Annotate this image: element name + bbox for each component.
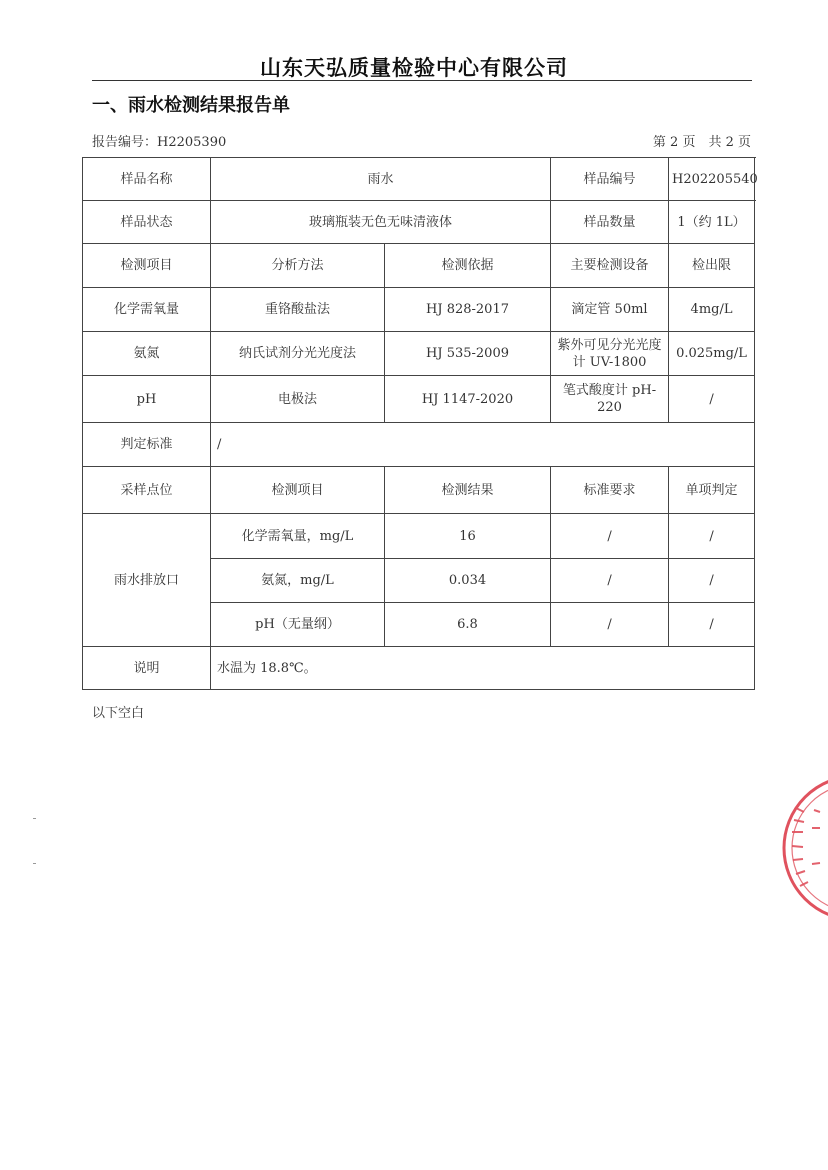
method-equipment: 笔式酸度计 pH-220 xyxy=(551,376,669,423)
result-value: 16 xyxy=(385,514,551,559)
scan-mark xyxy=(33,818,36,819)
col-header: 主要检测设备 xyxy=(551,244,669,288)
method-item: 氨氮 xyxy=(83,332,211,376)
method-name: 电极法 xyxy=(211,376,385,423)
seal-stamp-icon xyxy=(778,768,828,928)
method-basis: HJ 535-2009 xyxy=(385,332,551,376)
col-header: 检出限 xyxy=(669,244,755,288)
table-row xyxy=(83,201,755,244)
result-judgement: / xyxy=(669,559,755,603)
criteria-value: / xyxy=(211,423,755,467)
result-item: 化学需氧量，mg/L xyxy=(211,514,385,559)
col-header: 标准要求 xyxy=(551,467,669,514)
method-equipment: 滴定管 50ml xyxy=(551,288,669,332)
sample-state-label: 样品状态 xyxy=(83,201,211,244)
method-equipment: 紫外可见分光光度计 UV-1800 xyxy=(551,332,669,376)
result-standard: / xyxy=(551,603,669,647)
col-header: 检测项目 xyxy=(211,467,385,514)
section-title: 一、雨水检测结果报告单 xyxy=(92,95,290,116)
sample-qty-label: 样品数量 xyxy=(551,201,669,244)
result-value: 6.8 xyxy=(385,603,551,647)
report-table xyxy=(82,157,758,690)
col-header: 检测依据 xyxy=(385,244,551,288)
col-header: 检测项目 xyxy=(83,244,211,288)
note-value: 水温为 18.8℃。 xyxy=(211,647,755,690)
result-item: 氨氮，mg/L xyxy=(211,559,385,603)
method-basis: HJ 1147-2020 xyxy=(385,376,551,423)
sample-qty-value: 1（约 1L） xyxy=(669,201,755,244)
criteria-label: 判定标准 xyxy=(83,423,211,467)
method-basis: HJ 828-2017 xyxy=(385,288,551,332)
sampling-location: 雨水排放口 xyxy=(83,514,211,647)
result-judgement: / xyxy=(669,603,755,647)
sample-id-value: H202205540 xyxy=(669,158,755,201)
method-item: pH xyxy=(83,376,211,423)
page-info: 第 2 页 共 2 页 xyxy=(652,135,751,150)
criteria-row xyxy=(83,423,755,467)
sample-name-label: 样品名称 xyxy=(83,158,211,201)
result-judgement: / xyxy=(669,514,755,559)
method-name: 纳氏试剂分光光度法 xyxy=(211,332,385,376)
col-header: 采样点位 xyxy=(83,467,211,514)
result-value: 0.034 xyxy=(385,559,551,603)
method-limit: / xyxy=(669,376,755,423)
report-number: 报告编号：H2205390 xyxy=(92,135,227,150)
result-standard: / xyxy=(551,559,669,603)
sample-id-label: 样品编号 xyxy=(551,158,669,201)
col-header: 单项判定 xyxy=(669,467,755,514)
table-row xyxy=(83,332,755,376)
footer-note: 以下空白 xyxy=(92,706,145,721)
sample-name-value: 雨水 xyxy=(211,158,551,201)
col-header: 分析方法 xyxy=(211,244,385,288)
note-label: 说明 xyxy=(83,647,211,690)
result-standard: / xyxy=(551,514,669,559)
methods-header-row xyxy=(83,244,755,288)
table-row xyxy=(83,376,755,423)
col-header: 检测结果 xyxy=(385,467,551,514)
method-limit: 0.025mg/L xyxy=(669,332,755,376)
result-item: pH（无量纲） xyxy=(211,603,385,647)
method-item: 化学需氧量 xyxy=(83,288,211,332)
table-row xyxy=(83,158,755,201)
table-row xyxy=(83,288,755,332)
results-header-row xyxy=(83,467,755,514)
sample-state-value: 玻璃瓶装无色无味清液体 xyxy=(211,201,551,244)
note-row xyxy=(83,647,755,690)
company-name: 山东天弘质量检验中心有限公司 xyxy=(260,56,568,80)
scan-mark xyxy=(33,863,36,864)
table-row xyxy=(83,514,755,559)
method-limit: 4mg/L xyxy=(669,288,755,332)
header-rule xyxy=(92,80,752,81)
method-name: 重铬酸盐法 xyxy=(211,288,385,332)
